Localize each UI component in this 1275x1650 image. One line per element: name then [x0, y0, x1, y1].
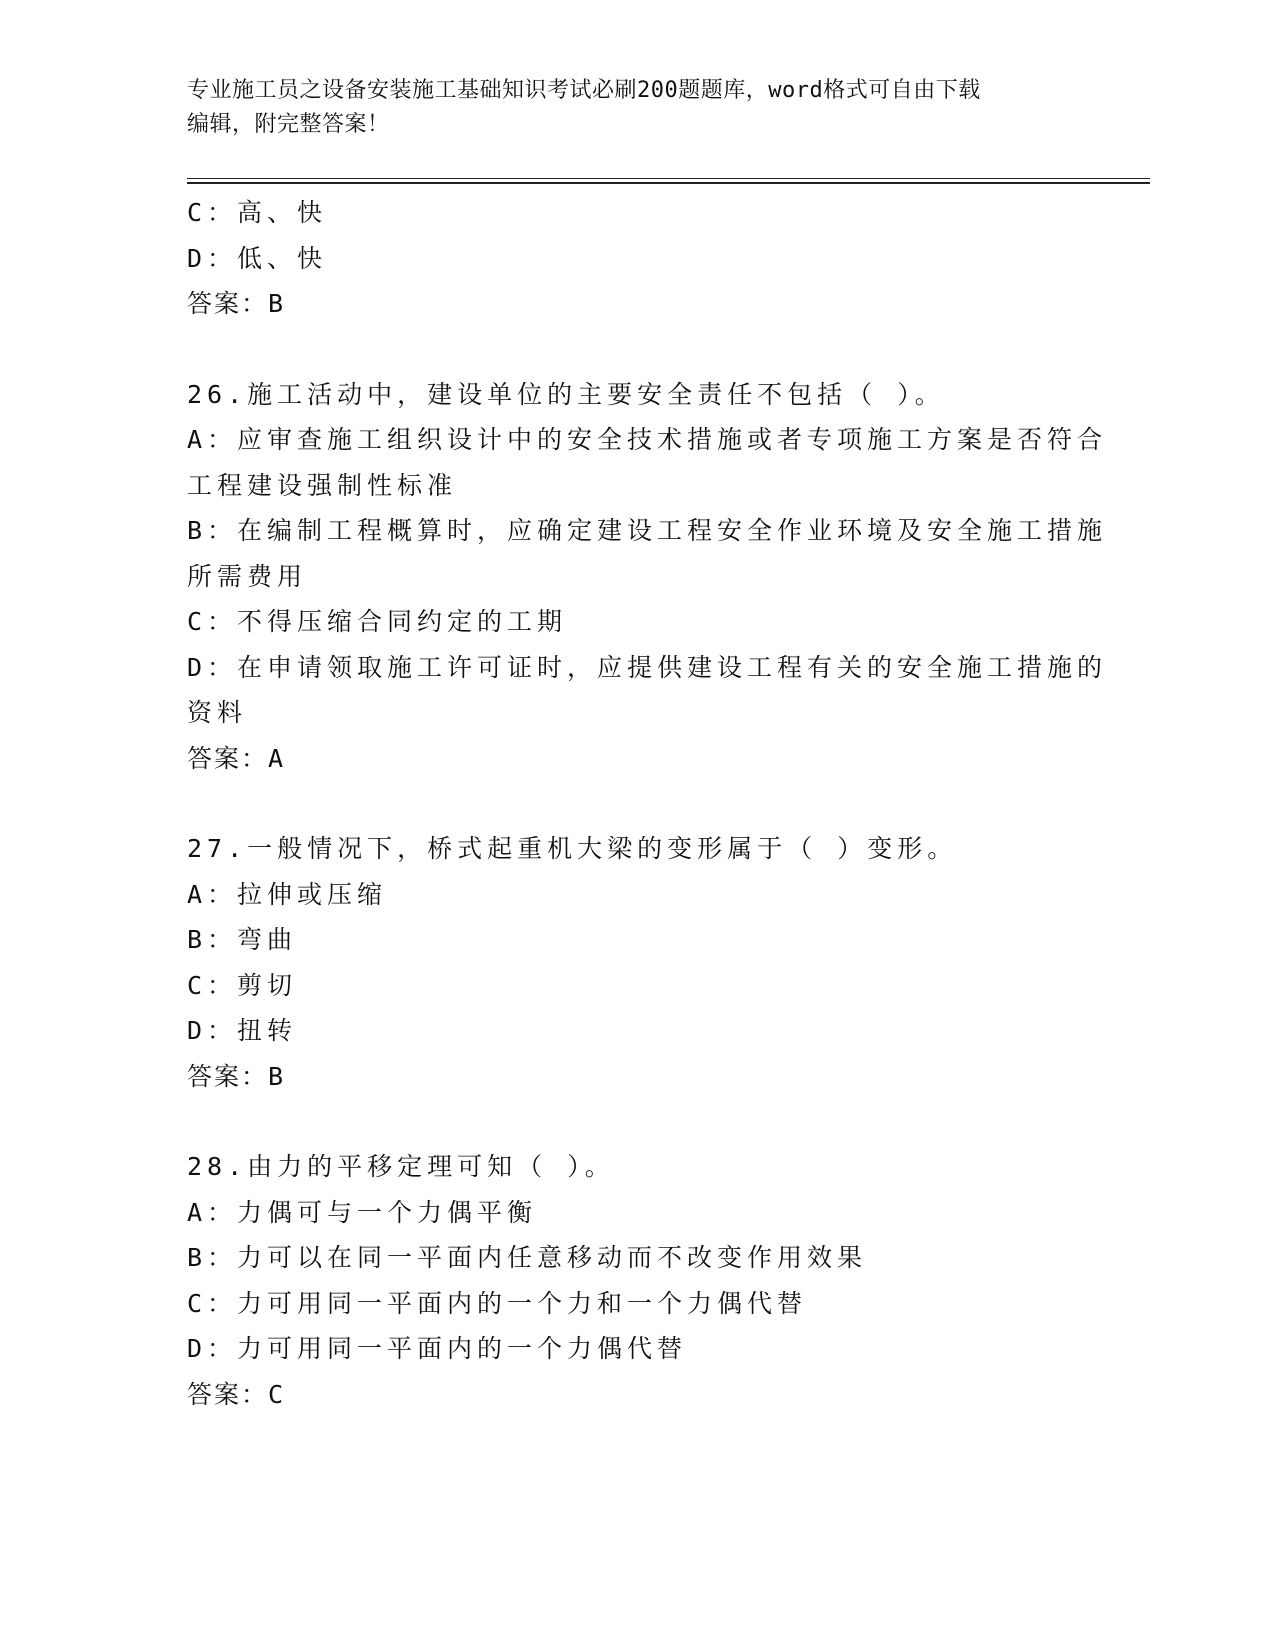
document-header [187, 74, 1087, 142]
question-text: 27.一般情况下，桥式起重机大梁的变形属于（ ）变形。 [187, 834, 958, 863]
question-28 [187, 1144, 1087, 1417]
question-list [187, 190, 1108, 1417]
header-divider-thin [187, 178, 1150, 179]
option-a: A：拉伸或压缩 [187, 879, 388, 909]
question-text: 26.施工活动中，建设单位的主要安全责任不包括（ ）。 [187, 379, 945, 409]
option-a-continued: 工程建设强制性标准 [187, 470, 458, 500]
answer-line: 答案：C [187, 1379, 286, 1409]
option-c: C：高、快 [187, 198, 328, 227]
option-a: A：应审查施工组织设计中的安全技术措施或者专项施工方案是否符合 [187, 425, 1108, 454]
header-title-line-1: 专业施工员之设备安装施工基础知识考试必刷200题题库，word格式可自由下载 [187, 78, 981, 103]
option-b: B：在编制工程概算时，应确定建设工程安全作业环境及安全施工措施 [187, 516, 1108, 545]
answer-line: 答案：B [187, 1061, 286, 1091]
header-title-line-2: 编辑，附完整答案！ [187, 112, 390, 137]
answer-line: 答案：A [187, 743, 286, 773]
option-d-continued: 资料 [187, 698, 248, 727]
header-divider-thick [187, 182, 1150, 184]
option-b-continued: 所需费用 [187, 561, 308, 591]
question-text: 28.由力的平移定理可知（ ）。 [187, 1152, 615, 1181]
question-26 [187, 372, 1108, 782]
option-b: B：力可以在同一平面内任意移动而不改变作用效果 [187, 1243, 868, 1272]
option-a: A：力偶可与一个力偶平衡 [187, 1197, 538, 1227]
question-25-fragment [187, 190, 1087, 327]
option-c: C：不得压缩合同约定的工期 [187, 607, 568, 636]
spacer [187, 781, 1087, 826]
option-d: D：力可用同一平面内的一个力偶代替 [187, 1334, 688, 1363]
option-d: D：在申请领取施工许可证时，应提供建设工程有关的安全施工措施的 [187, 652, 1108, 682]
question-27 [187, 826, 1087, 1099]
option-d: D：扭转 [187, 1016, 298, 1045]
option-c: C：剪切 [187, 970, 298, 1000]
option-d: D：低、快 [187, 243, 328, 273]
answer-line: 答案：B [187, 289, 286, 318]
option-b: B：弯曲 [187, 925, 298, 954]
option-c: C：力可用同一平面内的一个力和一个力偶代替 [187, 1288, 808, 1318]
spacer [187, 1099, 1087, 1144]
spacer [187, 327, 1087, 372]
